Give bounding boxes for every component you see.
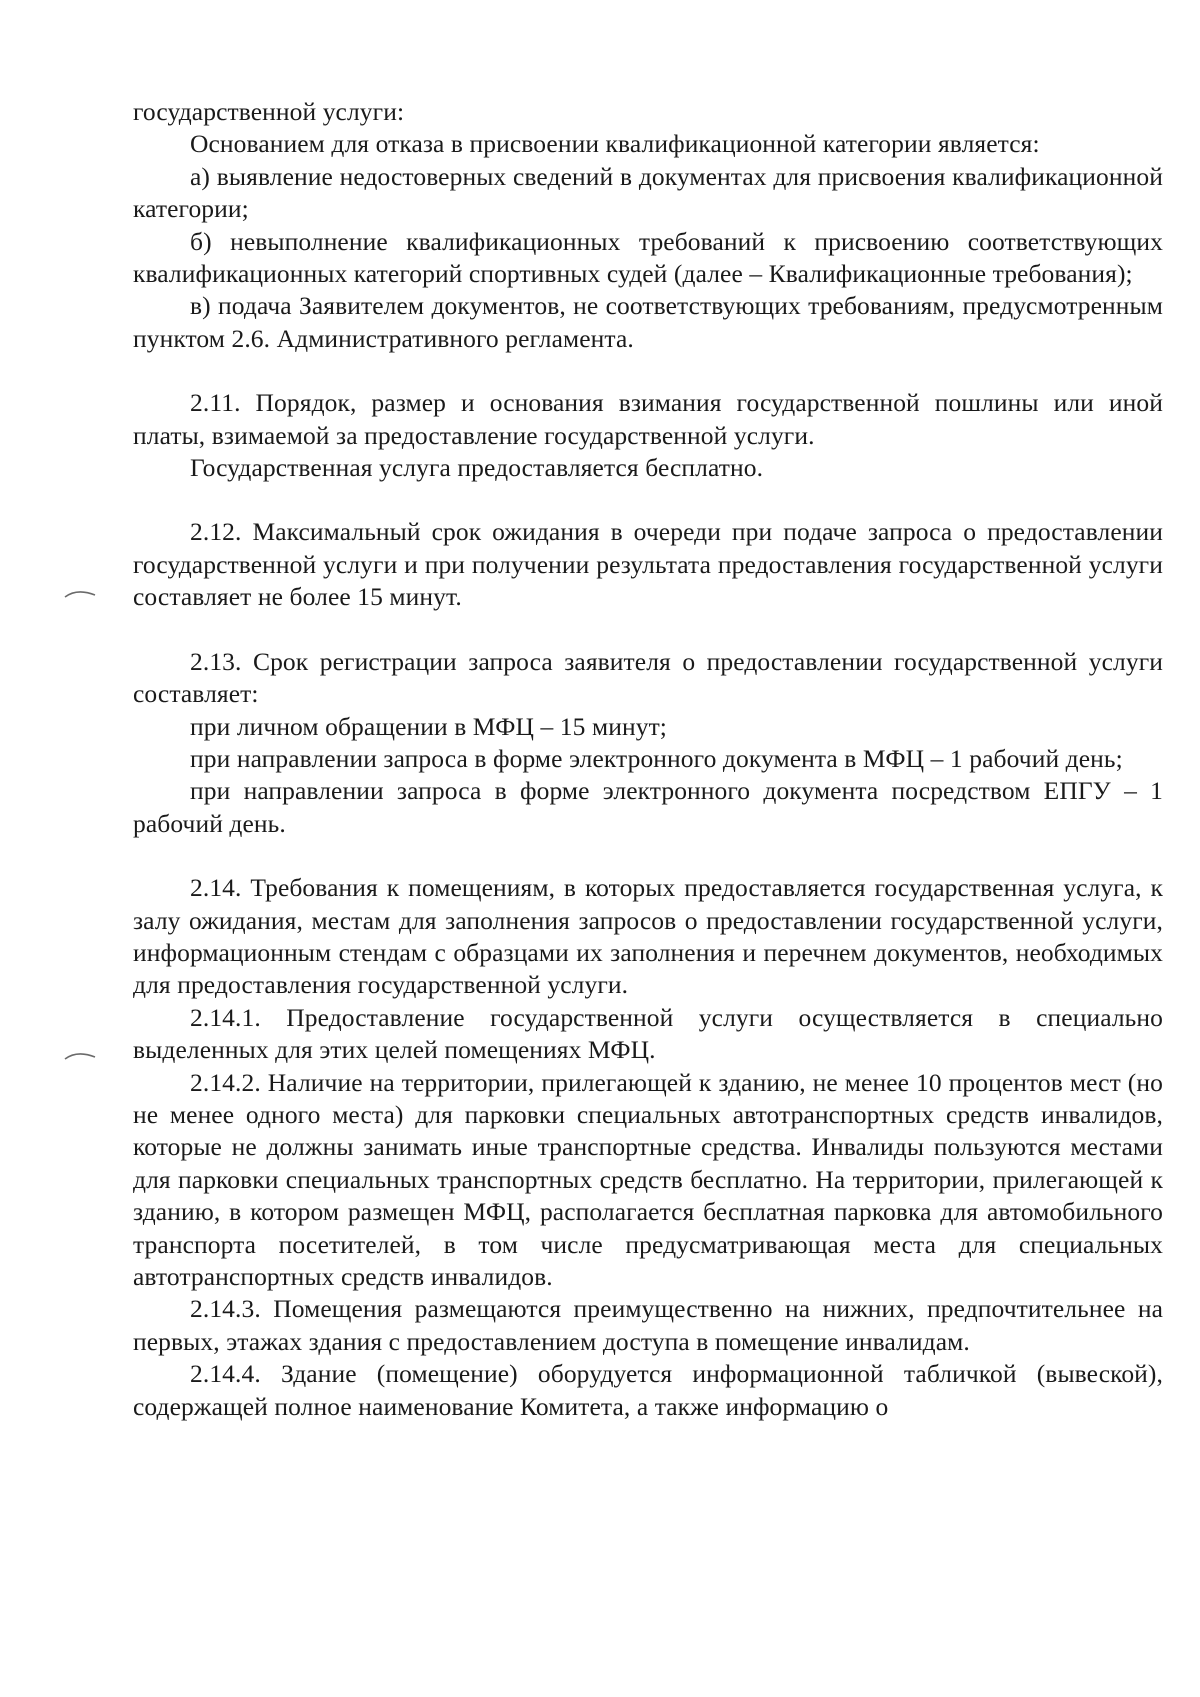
subsection-2-14-1: 2.14.1. Предоставление государственной услуги осуществляется в специально выделенных для этих целей помещениях МФЦ. — [133, 1002, 1163, 1065]
section-heading-2-14: 2.14. Требования к помещениям, в которых предоставляется государственная услуга, к залу ожидания, местам для заполнения запросов о предоставлении государственной услуги, информационным стендам с образцами их заполнения и перечнем документов, необходимых для предоставления государственной услуги. — [133, 873, 1163, 1000]
paragraph-gap — [133, 614, 1163, 646]
subsection-2-14-2: 2.14.2. Наличие на территории, прилегающей к зданию, не менее 10 процентов мест (но не менее одного места) для парковки специальных автотранспортных средств инвалидов, которые не должны занимать иные транспортные средства. Инвалиды пользуются местами для парковки специальных транспортных средств бесплатно. На территории, прилегающей к зданию, в котором размещен МФЦ, располагается бесплатная парковка для автомобильного транспорта посетителей, в том числе предусматривающая места для специальных автотранспортных средств инвалидов. — [133, 1067, 1163, 1291]
paragraph-gap — [133, 355, 1163, 387]
subsection-2-14-4: 2.14.4. Здание (помещение) оборудуется информационной табличкой (вывеской), содержащей полное наименование Комитета, а также информацию о — [133, 1359, 1163, 1421]
section-heading-2-11: 2.11. Порядок, размер и основания взимания государственной пошлины или иной платы, взимаемой за предоставление государственной услуги. — [133, 388, 1163, 450]
section-heading-2-12: 2.12. Максимальный срок ожидания в очереди при подаче запроса о предоставлении государственной услуги и при получении результата предоставления государственной услуги составляет не более 15 минут. — [133, 517, 1163, 612]
section-heading-2-13: 2.13. Срок регистрации запроса заявителя о предоставлении государственной услуги составляет: — [133, 646, 1163, 709]
paragraph-gap — [133, 840, 1163, 872]
paragraph: Основанием для отказа в присвоении квалификационной категории является: — [190, 129, 1040, 159]
margin-mark-bottom — [63, 1048, 97, 1062]
list-item-b: б) невыполнение квалификационных требований к присвоению соответствующих квалификационных категорий спортивных судей (далее – Квалификационные требования); — [133, 226, 1163, 289]
subsection-2-14-3: 2.14.3. Помещения размещаются преимущественно на нижних, предпочтительнее на первых, этажах здания с предоставлением доступа в помещение инвалидам. — [133, 1294, 1163, 1356]
paragraph: при личном обращении в МФЦ – 15 минут; — [190, 711, 667, 741]
margin-mark-top — [63, 586, 97, 600]
document-body — [133, 96, 1163, 1423]
paragraph-gap — [133, 484, 1163, 516]
paragraph: Государственная услуга предоставляется бесплатно. — [190, 453, 764, 483]
paragraph: при направлении запроса в форме электронного документа в МФЦ – 1 рабочий день; — [190, 743, 1123, 773]
list-item-a: а) выявление недостоверных сведений в документах для присвоения квалификационной категории; — [133, 161, 1163, 224]
paragraph: при направлении запроса в форме электронного документа посредством ЕПГУ – 1 рабочий день. — [133, 776, 1163, 838]
list-item-c: в) подача Заявителем документов, не соответствующих требованиям, предусмотренным пунктом 2.6. Административного регламента. — [133, 291, 1163, 353]
paragraph: государственной услуги: — [133, 97, 405, 126]
